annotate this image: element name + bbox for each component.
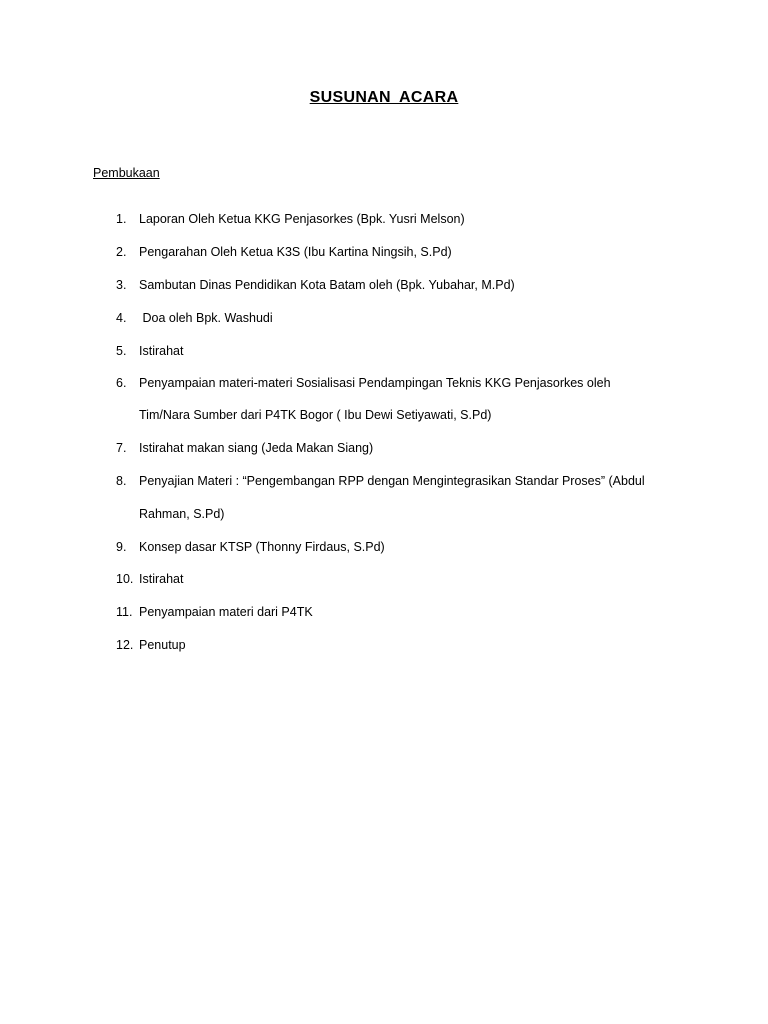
agenda-item-number: 1.: [116, 212, 127, 226]
agenda-item-number: 2.: [116, 245, 127, 259]
agenda-item-text: Penutup: [139, 638, 186, 652]
agenda-item-text: Istirahat: [139, 344, 184, 358]
agenda-item-number: 12.: [116, 638, 134, 652]
agenda-item-number: 5.: [116, 344, 127, 358]
agenda-item-number: 6.: [116, 376, 127, 390]
agenda-item-text: Penyampaian materi-materi Sosialisasi Pendampingan Teknis KKG Penjasorkes oleh: [139, 376, 611, 390]
agenda-item-text-continued: Tim/Nara Sumber dari P4TK Bogor ( Ibu Dewi Setiyawati, S.Pd): [139, 408, 492, 422]
agenda-item-text: Istirahat: [139, 572, 184, 586]
agenda-item-number: 9.: [116, 540, 127, 554]
document-title: SUSUNAN ACARA: [309, 89, 459, 106]
agenda-item-text: Laporan Oleh Ketua KKG Penjasorkes (Bpk. Yusri Melson): [139, 212, 465, 226]
agenda-item-number: 10.: [116, 572, 134, 586]
agenda-item-text: Istirahat makan siang (Jeda Makan Siang): [139, 441, 374, 455]
agenda-item-text: Penyampaian materi dari P4TK: [139, 605, 313, 619]
agenda-item-text: Konsep dasar KTSP (Thonny Firdaus, S.Pd): [139, 540, 385, 554]
agenda-item-number: 11.: [116, 605, 133, 619]
agenda-item-number: 4.: [116, 311, 127, 325]
agenda-item-number: 8.: [116, 474, 127, 488]
agenda-item-text: Doa oleh Bpk. Washudi: [139, 311, 273, 325]
agenda-item-text: Penyajian Materi : “Pengembangan RPP dengan Mengintegrasikan Standar Proses” (Abdul: [139, 474, 645, 488]
agenda-item-text: Sambutan Dinas Pendidikan Kota Batam oleh (Bpk. Yubahar, M.Pd): [139, 278, 515, 292]
agenda-item-text: Pengarahan Oleh Ketua K3S (Ibu Kartina Ningsih, S.Pd): [139, 245, 452, 259]
agenda-item-number: 3.: [116, 278, 127, 292]
section-heading: Pembukaan: [93, 166, 160, 180]
agenda-item-number: 7.: [116, 441, 127, 455]
agenda-item-text-continued: Rahman, S.Pd): [139, 507, 225, 521]
